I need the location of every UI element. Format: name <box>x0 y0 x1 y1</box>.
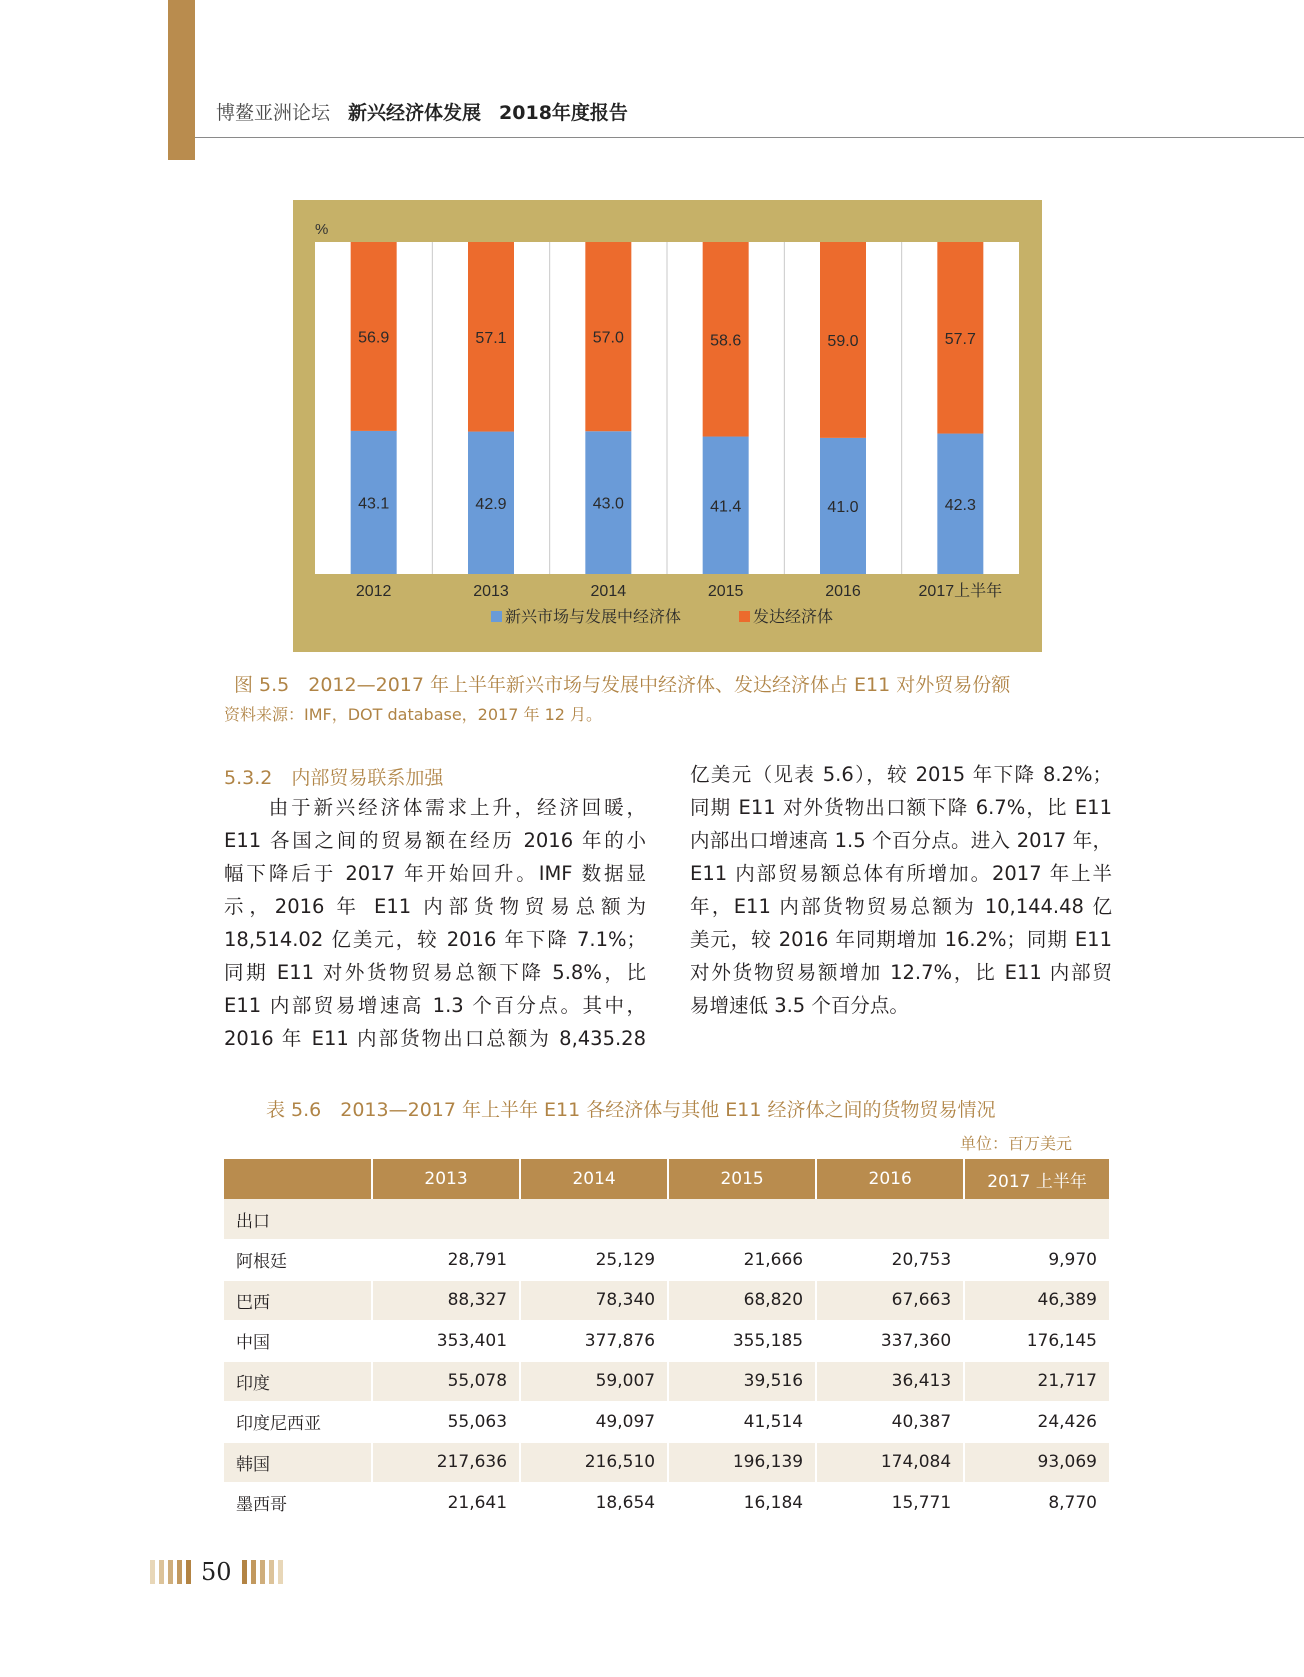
value-cell: 355,185 <box>668 1321 816 1362</box>
y-axis-label: % <box>315 221 329 238</box>
country-cell: 巴西 <box>224 1280 372 1321</box>
value-cell: 46,389 <box>964 1280 1109 1321</box>
value-cell: 8,770 <box>964 1483 1109 1524</box>
group-label: 出口 <box>224 1199 1109 1240</box>
legend-label: 发达经济体 <box>753 609 834 626</box>
body-line: E11 内部贸易增速高 1.3 个百分点。其中， <box>224 994 646 1017</box>
header-year-label: 2018年度报告 <box>499 102 628 124</box>
country-cell: 中国 <box>224 1321 372 1362</box>
figure-source: 资料来源：IMF，DOT database，2017 年 12 月。 <box>224 705 603 724</box>
data-label: 41.0 <box>827 498 859 516</box>
data-label: 59.0 <box>827 332 859 350</box>
value-cell: 20,753 <box>816 1240 964 1281</box>
share-chart <box>293 200 1042 652</box>
value-cell: 337,360 <box>816 1321 964 1362</box>
header-side-bar <box>168 0 195 160</box>
table-unit: 单位：百万美元 <box>959 1134 1072 1153</box>
body-line: 幅下降后于 2017 年开始回升。IMF 数据显 <box>224 862 646 885</box>
table-caption: 表 5.6 2013—2017 年上半年 E11 各经济体与其他 E11 经济体之间的货物贸易情况 <box>266 1099 996 1121</box>
country-cell: 墨西哥 <box>224 1483 372 1524</box>
value-cell: 41,514 <box>668 1402 816 1443</box>
page-footer <box>150 1560 283 1584</box>
footer-stripe-bar <box>260 1560 265 1584</box>
running-header <box>216 98 628 125</box>
value-cell: 21,641 <box>372 1483 520 1524</box>
value-cell: 9,970 <box>964 1240 1109 1281</box>
value-cell: 21,666 <box>668 1240 816 1281</box>
body-column-left <box>224 791 646 1055</box>
value-cell: 24,426 <box>964 1402 1109 1443</box>
column-header: 2016 <box>816 1159 964 1199</box>
body-line: 由于新兴经济体需求上升，经济回暖， <box>224 796 646 819</box>
body-line: 同期 E11 对外货物出口额下降 6.7%，比 E11 <box>690 796 1112 819</box>
table-row <box>224 1280 1109 1321</box>
country-cell: 印度 <box>224 1361 372 1402</box>
column-header: 2015 <box>668 1159 816 1199</box>
footer-stripe-left <box>150 1560 191 1584</box>
x-tick-label: 2015 <box>707 583 744 600</box>
body-line: 18,514.02 亿美元，较 2016 年下降 7.1%； <box>224 928 646 951</box>
value-cell: 21,717 <box>964 1361 1109 1402</box>
data-label: 57.0 <box>592 329 624 347</box>
value-cell: 88,327 <box>372 1280 520 1321</box>
column-header: 2017 上半年 <box>964 1159 1109 1199</box>
footer-stripe-bar <box>269 1560 274 1584</box>
footer-stripe-bar <box>159 1560 164 1584</box>
footer-stripe-bar <box>278 1560 283 1584</box>
value-cell: 59,007 <box>520 1361 668 1402</box>
data-label: 42.9 <box>475 495 507 513</box>
body-line: 同期 E11 对外货物贸易总额下降 5.8%，比 <box>224 961 646 984</box>
column-header: 2013 <box>372 1159 520 1199</box>
page-number: 50 <box>201 1558 232 1586</box>
x-tick-label: 2017上半年 <box>918 583 1003 600</box>
footer-stripe-right <box>242 1560 283 1584</box>
value-cell: 28,791 <box>372 1240 520 1281</box>
value-cell: 40,387 <box>816 1402 964 1443</box>
body-line: 易增速低 3.5 个百分点。 <box>690 994 909 1017</box>
value-cell: 217,636 <box>372 1442 520 1483</box>
country-cell: 阿根廷 <box>224 1240 372 1281</box>
x-tick-label: 2012 <box>355 583 392 600</box>
body-line: E11 各国之间的贸易额在经历 2016 年的小 <box>224 829 646 852</box>
section-title: 5.3.2 内部贸易联系加强 <box>224 767 444 789</box>
column-header: 2014 <box>520 1159 668 1199</box>
value-cell: 353,401 <box>372 1321 520 1362</box>
chart-svg <box>293 200 1042 652</box>
footer-stripe-bar <box>168 1560 173 1584</box>
value-cell: 174,084 <box>816 1442 964 1483</box>
value-cell: 377,876 <box>520 1321 668 1362</box>
table-header-row <box>224 1159 1109 1199</box>
data-label: 41.4 <box>710 498 742 516</box>
body-line: 2016 年 E11 内部货物出口总额为 8,435.28 <box>224 1027 646 1050</box>
data-label: 43.0 <box>592 495 624 513</box>
header-title: 新兴经济体发展 <box>348 102 482 124</box>
table-group-row <box>224 1199 1109 1240</box>
data-label: 58.6 <box>710 332 742 350</box>
data-label: 42.3 <box>944 496 976 514</box>
body-line: 示，2016 年 E11 内部货物贸易总额为 <box>224 895 646 918</box>
value-cell: 18,654 <box>520 1483 668 1524</box>
value-cell: 216,510 <box>520 1442 668 1483</box>
value-cell: 16,184 <box>668 1483 816 1524</box>
legend-swatch <box>491 611 502 622</box>
value-cell: 196,139 <box>668 1442 816 1483</box>
body-line: 美元，较 2016 年同期增加 16.2%；同期 E11 <box>690 928 1112 951</box>
value-cell: 49,097 <box>520 1402 668 1443</box>
value-cell: 55,078 <box>372 1361 520 1402</box>
column-header <box>224 1159 372 1199</box>
country-cell: 韩国 <box>224 1442 372 1483</box>
table-row <box>224 1361 1109 1402</box>
x-tick-label: 2013 <box>473 583 509 600</box>
value-cell: 15,771 <box>816 1483 964 1524</box>
table-row <box>224 1321 1109 1362</box>
country-cell: 印度尼西亚 <box>224 1402 372 1443</box>
footer-stripe-bar <box>177 1560 182 1584</box>
value-cell: 78,340 <box>520 1280 668 1321</box>
data-label: 57.1 <box>475 329 507 347</box>
data-label: 57.7 <box>944 330 976 348</box>
x-tick-label: 2016 <box>825 583 861 600</box>
figure-caption: 图 5.5 2012—2017 年上半年新兴市场与发展中经济体、发达经济体占 E11 对外贸易份额 <box>234 674 1011 696</box>
x-tick-label: 2014 <box>590 583 627 600</box>
header-rule <box>195 137 1304 138</box>
value-cell: 55,063 <box>372 1402 520 1443</box>
data-label: 56.9 <box>358 329 390 347</box>
table-row <box>224 1240 1109 1281</box>
value-cell: 39,516 <box>668 1361 816 1402</box>
body-line: 对外货物贸易额增加 12.7%，比 E11 内部贸 <box>690 961 1112 984</box>
footer-stripe-bar <box>251 1560 256 1584</box>
value-cell: 93,069 <box>964 1442 1109 1483</box>
table-row <box>224 1483 1109 1524</box>
legend-swatch <box>739 611 750 622</box>
value-cell: 36,413 <box>816 1361 964 1402</box>
body-column-right <box>690 758 1112 1022</box>
value-cell: 176,145 <box>964 1321 1109 1362</box>
value-cell: 67,663 <box>816 1280 964 1321</box>
body-line: 亿美元（见表 5.6），较 2015 年下降 8.2%； <box>690 763 1112 786</box>
trade-table <box>224 1159 1109 1524</box>
footer-stripe-bar <box>150 1560 155 1584</box>
body-line: E11 内部贸易额总体有所增加。2017 年上半 <box>690 862 1112 885</box>
table-row <box>224 1442 1109 1483</box>
body-line: 年，E11 内部货物贸易总额为 10,144.48 亿 <box>690 895 1112 918</box>
footer-stripe-bar <box>242 1560 247 1584</box>
legend-label: 新兴市场与发展中经济体 <box>505 609 682 626</box>
footer-stripe-bar <box>186 1560 191 1584</box>
body-line: 内部出口增速高 1.5 个百分点。进入 2017 年， <box>690 829 1112 852</box>
header-forum: 博鳌亚洲论坛 <box>216 102 331 124</box>
value-cell: 25,129 <box>520 1240 668 1281</box>
table-row <box>224 1402 1109 1443</box>
data-label: 43.1 <box>358 495 390 513</box>
value-cell: 68,820 <box>668 1280 816 1321</box>
